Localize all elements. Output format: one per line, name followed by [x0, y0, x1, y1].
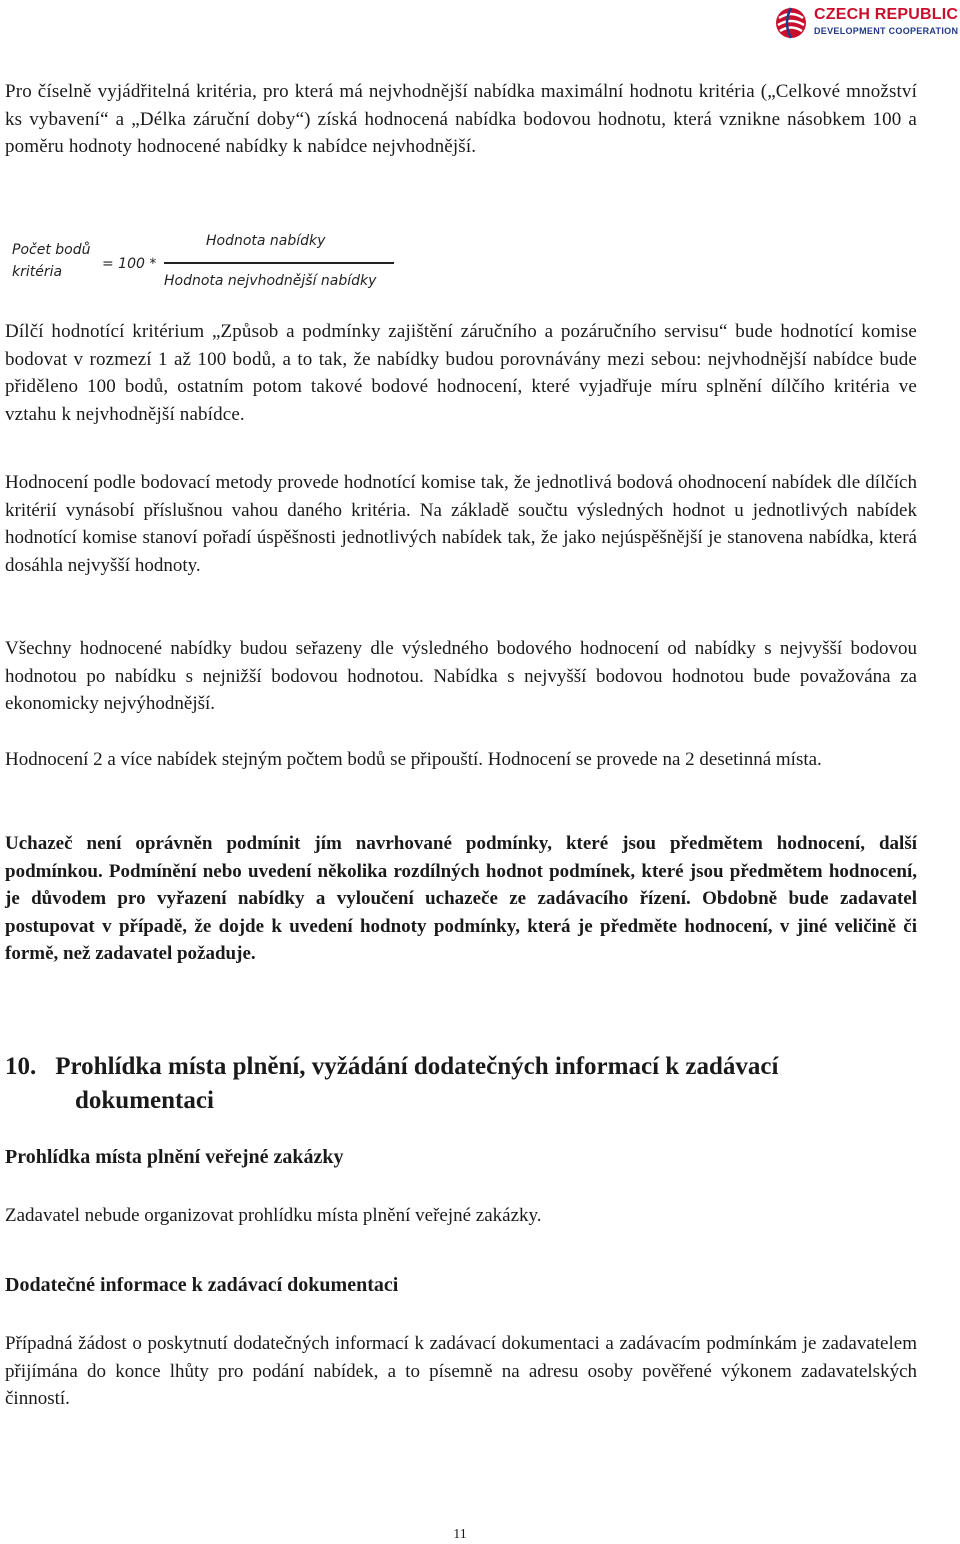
section-number: 10.	[5, 1053, 37, 1080]
section-title-line1: Prohlídka místa plnění, vyžádání dodatečných informací k zadávací	[55, 1053, 779, 1080]
formula-fraction-line	[164, 262, 394, 264]
paragraph-scoring-method: Hodnocení podle bodovací metody provede hodnotící komise tak, že jednotlivá bodová ohodnocení nabídek dle dílčích kritérií vynásobí příslušnou vahou daného kritéria. Na základě součtu výsledných hodnot u jednotlivých nabídek hodnotící komise stanoví pořadí úspěšnosti jednotlivých nabídek tak, že jako nejúspěšnější je stanovena nabídka, která dosáhla nejvyšší hodnoty.	[5, 472, 917, 576]
section-title-line2: dokumentaci	[75, 1087, 214, 1114]
paragraph-additional-info: Případná žádost o poskytnutí dodatečných informací k zadávací dokumentaci a zadávacím podmínkám je zadavatelem přijímána do konce lhůty pro podání nabídek, a to písemně na adresu osoby pověřené výkonem zadavatelských činností.	[5, 1333, 917, 1409]
paragraph-service-criterion: Dílčí hodnotící kritérium „Způsob a podmínky zajištění záručního a pozáručního servisu“ bude hodnotící komise bodovat v rozmezí 1 až 100 bodů, a to tak, že nabídky budou porovnávány mezi sebou: nejvhodnější nabídce bude přiděleno 100 bodů, ostatním potom takové bodové hodnocení, které vyjadřuje míru splnění dílčího kritéria ve vztahu k nejvhodnější nabídce.	[5, 321, 917, 425]
paragraph-site-visit: Zadavatel nebude organizovat prohlídku místa plnění veřejné zakázky.	[5, 1205, 542, 1226]
paragraph-conditions-bold: Uchazeč není oprávněn podmínit jím navrhované podmínky, které jsou předmětem hodnocení, další podmínkou. Podmínění nebo uvedení několika rozdílných hodnot podmínek, které jsou předmětem hodnocení, je důvodem pro vyřazení nabídky a vyloučení uchazeče ze zadávacího řízení. Obdobně bude zadavatel postupovat v případě, že dojde k uvedení hodnoty podmínky, která je předměte hodnocení, v jiné veličině či formě, než zadavatel požaduje.	[5, 833, 917, 964]
scoring-formula	[10, 232, 410, 294]
paragraph-ranking: Všechny hodnocené nabídky budou seřazeny dle výsledného bodového hodnocení od nabídky s nejvyšší bodovou hodnotou po nabídku s nejnižší bodovou hodnotou. Nabídka s nejvyšší bodovou hodnotou bude považována za ekonomicky nejvýhodnější.	[5, 638, 917, 714]
logo-title: CZECH REPUBLIC	[814, 6, 959, 23]
page-number: 11	[453, 1527, 467, 1542]
globe-logo-icon	[774, 6, 808, 40]
czech-development-cooperation-logo	[774, 4, 959, 44]
formula-numerator: Hodnota nabídky	[206, 233, 326, 249]
formula-multiplier: = 100 *	[102, 256, 157, 272]
subheading-site-visit: Prohlídka místa plnění veřejné zakázky	[5, 1146, 344, 1168]
formula-label-line1: Počet bodů	[12, 242, 91, 258]
logo-subtitle: DEVELOPMENT COOPERATION	[814, 26, 959, 36]
section-10-heading	[5, 1050, 917, 1118]
formula-denominator: Hodnota nejvhodnější nabídky	[164, 273, 377, 289]
formula-label-line2: kritéria	[12, 264, 63, 280]
paragraph-numeric-criteria: Pro číselně vyjádřitelná kritéria, pro která má nejvhodnější nabídka maximální hodnotu kritéria („Celkové množství ks vybavení“ a „Délka záruční doby“) získá hodnocená nabídka bodovou hodnotu, která vznikne násobkem 100 a poměru hodnoty hodnocené nabídky k nabídce nejvhodnější.	[5, 81, 917, 157]
paragraph-ties: Hodnocení 2 a více nabídek stejným počtem bodů se připouští. Hodnocení se provede na 2 desetinná místa.	[5, 749, 822, 770]
subheading-additional-info: Dodatečné informace k zadávací dokumentaci	[5, 1274, 399, 1296]
